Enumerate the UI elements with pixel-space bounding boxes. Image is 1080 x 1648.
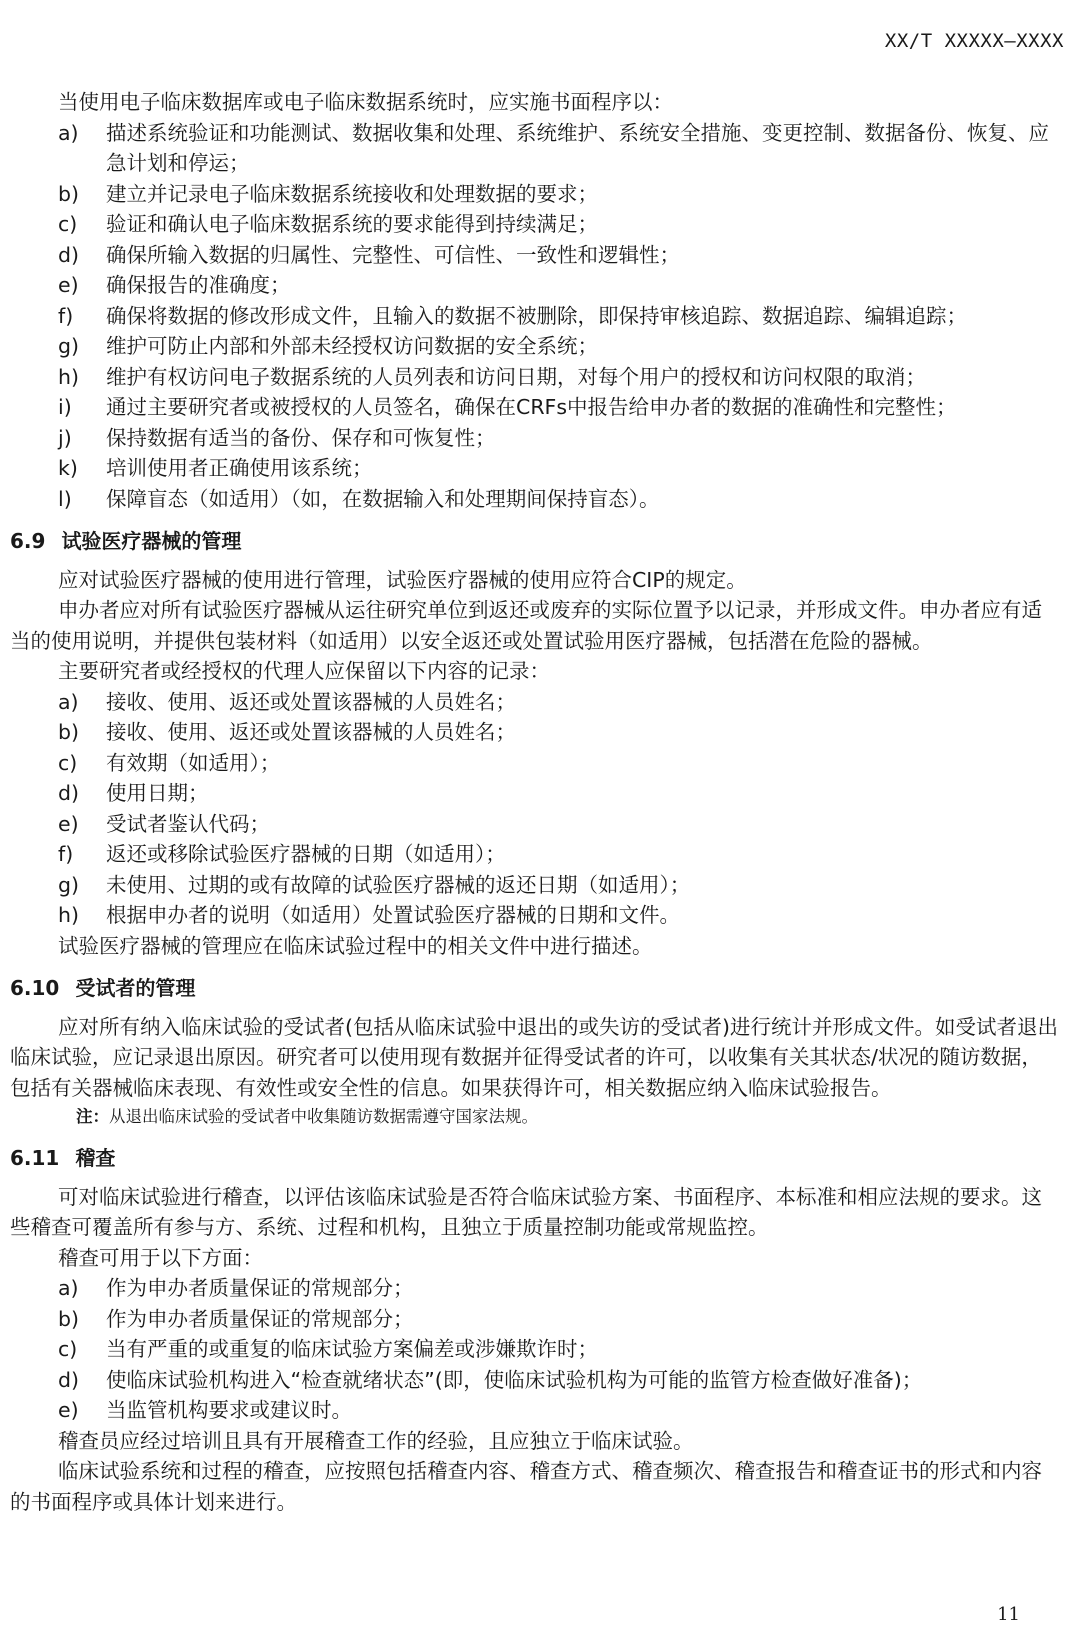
section-number: 6.9: [10, 529, 46, 553]
list-item: [10, 1365, 1062, 1396]
list-text: 使用日期；: [106, 781, 209, 805]
list-text: 确保所输入数据的归属性、完整性、可信性、一致性和逻辑性；: [106, 242, 680, 267]
list-item: [10, 900, 1062, 931]
list-item: [10, 870, 1062, 901]
paragraph: 申办者应对所有试验医疗器械从运往研究单位到返还或废弃的实际位置予以记录，并形成文件。申办者应有适当的使用说明，并提供包装材料（如适用）以安全返还或处置试验用医疗器械，包括潜在危险的器械。: [10, 598, 1042, 653]
note-label: 注：: [76, 1107, 109, 1126]
list-item: [10, 301, 1062, 332]
note: [10, 1103, 1062, 1131]
list-text: 验证和确认电子临床数据系统的要求能得到持续满足；: [106, 212, 598, 236]
list-text: 培训使用者正确使用该系统；: [106, 456, 373, 480]
list-text: 有效期（如适用）；: [106, 750, 281, 775]
paragraph: 临床试验系统和过程的稽查，应按照包括稽查内容、稽查方式、稽查频次、稽查报告和稽查证书的形式和内容的书面程序或具体计划来进行。: [10, 1459, 1042, 1514]
list-text: 确保报告的准确度；: [106, 273, 291, 297]
list-label: b): [58, 720, 80, 744]
list-label: c): [58, 1337, 78, 1361]
section-title: 试验医疗器械的管理: [61, 529, 242, 553]
list-text: 接收、使用、返还或处置该器械的人员姓名；: [106, 689, 516, 714]
list-item: [10, 209, 1062, 240]
list-label: b): [58, 1306, 80, 1331]
list-label: k): [58, 456, 78, 480]
list-text: 作为申办者质量保证的常规部分；: [106, 1276, 414, 1300]
list-label: d): [58, 242, 80, 267]
list-text: 受试者鉴认代码；: [106, 811, 270, 836]
list-item: [10, 748, 1062, 779]
list-item: [10, 809, 1062, 840]
section-title: 受试者的管理: [75, 976, 196, 1000]
list-label: c): [58, 750, 78, 775]
list-label: l): [58, 486, 72, 511]
list-text: 通过主要研究者或被授权的人员签名，确保在CRFs中报告给申办者的数据的准确性和完整性；: [106, 395, 957, 419]
list-label: g): [58, 872, 80, 897]
list-label: b): [58, 181, 80, 206]
paragraph: 应对所有纳入临床试验的受试者(包括从临床试验中退出的或失访的受试者)进行统计并形成文件。如受试者退出临床试验，应记录退出原因。研究者可以使用现有数据并征得受试者的许可，以收集有关其状态/状况的随访数据，包括有关器械临床表现、有效性或安全性的信息。如果获得许可，相关数据应纳入临床试验报告。: [10, 1014, 1058, 1100]
list-item: [10, 839, 1062, 870]
list-item: [10, 1304, 1062, 1335]
list-label: a): [58, 120, 79, 145]
list-item: [10, 179, 1062, 210]
section-title: 稽查: [75, 1146, 116, 1170]
paragraph: 可对临床试验进行稽查，以评估该临床试验是否符合临床试验方案、书面程序、本标准和相应法规的要求。这些稽查可覆盖所有参与方、系统、过程和机构，且独立于质量控制功能或常规监控。: [10, 1184, 1042, 1239]
paragraph: 稽查可用于以下方面：: [58, 1245, 263, 1270]
paragraph: 主要研究者或经授权的代理人应保留以下内容的记录：: [58, 659, 550, 683]
list-item: [10, 778, 1062, 809]
list-label: d): [58, 781, 80, 805]
list-item: [10, 453, 1062, 484]
list-item: [10, 484, 1062, 515]
list-label: d): [58, 1367, 80, 1392]
list-label: e): [58, 811, 79, 836]
list-label: f): [58, 303, 74, 328]
list-item: [10, 362, 1062, 393]
note-text: 从退出临床试验的受试者中收集随访数据需遵守国家法规。: [109, 1107, 538, 1126]
list-text: 保障盲态（如适用）（如，在数据输入和处理期间保持盲态）。: [106, 486, 660, 511]
list-item: [10, 240, 1062, 271]
audit-uses-list: [10, 1273, 1062, 1426]
section-heading-6-10: [10, 973, 1062, 1004]
list-text: 描述系统验证和功能测试、数据收集和处理、系统维护、系统安全措施、变更控制、数据备份、恢复、应急计划和停运；: [106, 120, 1049, 175]
list-item: [10, 687, 1062, 718]
list-item: [10, 423, 1062, 454]
paragraph: 稽查员应经过培训且具有开展稽查工作的经验，且应独立于临床试验。: [58, 1428, 694, 1453]
list-label: c): [58, 212, 78, 236]
section-heading-6-9: [10, 526, 1062, 557]
list-item: [10, 1273, 1062, 1304]
section-number: 6.11: [10, 1146, 60, 1170]
page-number: 11: [997, 1604, 1020, 1625]
list-item: [10, 331, 1062, 362]
records-list: [10, 687, 1062, 931]
list-text: 返还或移除试验医疗器械的日期（如适用）；: [106, 842, 506, 866]
list-text: 作为申办者质量保证的常规部分；: [106, 1306, 414, 1331]
section-heading-6-11: [10, 1143, 1062, 1174]
list-text: 建立并记录电子临床数据系统接收和处理数据的要求；: [106, 181, 598, 206]
list-item: [10, 717, 1062, 748]
list-text: 接收、使用、返还或处置该器械的人员姓名；: [106, 720, 516, 744]
list-item: [10, 1334, 1062, 1365]
list-text: 维护可防止内部和外部未经授权访问数据的安全系统；: [106, 334, 598, 358]
paragraph: 试验医疗器械的管理应在临床试验过程中的相关文件中进行描述。: [58, 933, 653, 958]
list-label: a): [58, 689, 79, 714]
intro-list: [10, 118, 1062, 515]
list-label: j): [58, 425, 72, 450]
list-text: 根据申办者的说明（如适用）处置试验医疗器械的日期和文件。: [106, 903, 680, 927]
list-label: f): [58, 842, 74, 866]
intro-paragraph: 当使用电子临床数据库或电子临床数据系统时，应实施书面程序以：: [58, 90, 673, 114]
list-text: 确保将数据的修改形成文件，且输入的数据不被删除，即保持审核追踪、数据追踪、编辑追踪；: [106, 303, 967, 328]
list-label: a): [58, 1276, 79, 1300]
list-item: [10, 1395, 1062, 1426]
list-label: h): [58, 903, 79, 927]
list-text: 保持数据有适当的备份、保存和可恢复性；: [106, 425, 496, 450]
list-text: 当有严重的或重复的临床试验方案偏差或涉嫌欺诈时；: [106, 1337, 598, 1361]
list-label: i): [58, 395, 72, 419]
list-text: 当监管机构要求或建议时。: [106, 1398, 352, 1422]
list-label: h): [58, 364, 79, 389]
list-item: [10, 118, 1062, 179]
paragraph: 应对试验医疗器械的使用进行管理，试验医疗器械的使用应符合CIP的规定。: [58, 567, 747, 592]
list-label: e): [58, 1398, 79, 1422]
document-body: [10, 87, 1062, 1517]
list-label: g): [58, 334, 80, 358]
document-code-header: XX/T XXXXX—XXXX: [884, 30, 1064, 52]
list-item: [10, 392, 1062, 423]
list-text: 使临床试验机构进入“检查就绪状态”(即，使临床试验机构为可能的监管方检查做好准备)；: [106, 1367, 923, 1392]
list-item: [10, 270, 1062, 301]
section-number: 6.10: [10, 976, 60, 1000]
list-text: 未使用、过期的或有故障的试验医疗器械的返还日期（如适用）；: [106, 872, 691, 897]
list-label: e): [58, 273, 79, 297]
list-text: 维护有权访问电子数据系统的人员列表和访问日期，对每个用户的授权和访问权限的取消；: [106, 364, 926, 389]
